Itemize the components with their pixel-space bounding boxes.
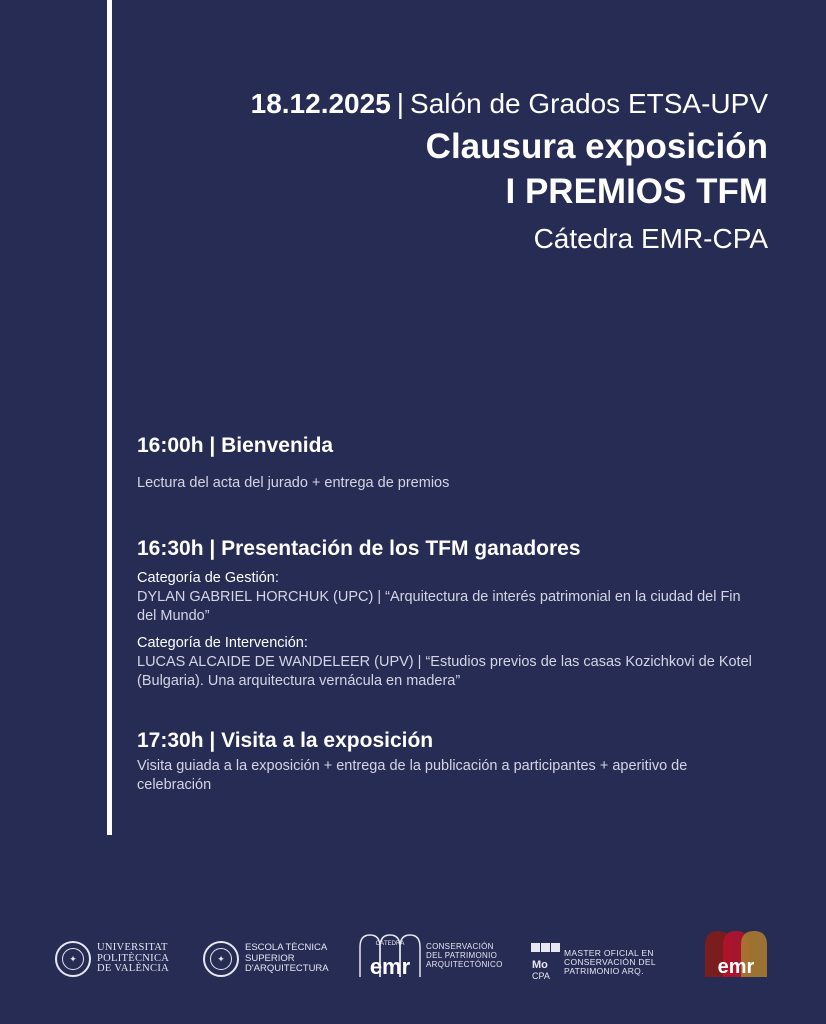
event-title-line2: I PREMIOS TFM [505, 172, 768, 211]
block-description: Lectura del acta del jurado + entrega de premios [137, 475, 450, 491]
master-mark-sub: CPA [532, 971, 550, 981]
block-time-title: 16:30h | Presentación de los TFM ganadores [137, 537, 581, 560]
emr-logo [703, 927, 769, 979]
logo-text: ARQUITECTÓNICO [426, 959, 503, 969]
emr-mark: emr [717, 956, 755, 978]
etsa-logo [203, 941, 329, 977]
master-cpa-logo [530, 941, 656, 983]
logo-text: CONSERVACIÓN [426, 941, 494, 951]
sponsor-logos [0, 925, 826, 995]
event-organizer: Cátedra EMR-CPA [533, 223, 768, 254]
logo-text: D'ARQUITECTURA [245, 963, 329, 975]
logo-text: DEL PATRIMONIO [426, 950, 498, 960]
category-winner: LUCAS ALCAIDE DE WANDELEER (UPV) | “Estudios previos de las casas Kozichkovi de Kotel (Bulgaria). Una arquitectura vernácula en madera” [137, 654, 752, 689]
master-mark: Mo [532, 959, 548, 971]
block-time-title: 17:30h | Visita a la exposición [137, 729, 434, 752]
program-block-welcome [137, 432, 757, 493]
logo-text: POLITÈCNICA [97, 952, 170, 964]
catedra-emr-logo [358, 931, 503, 979]
category-winner: DYLAN GABRIEL HORCHUK (UPC) | “Arquitectura de interés patrimonial en la ciudad del Fin del Mundo” [137, 589, 741, 624]
program-block-visit [137, 727, 757, 795]
master-cpa-icon [530, 941, 562, 983]
logo-text: CONSERVACIÓN DEL [564, 956, 656, 967]
logo-text: MASTER OFICIAL EN [564, 947, 654, 958]
upv-seal-icon: ✦ [55, 941, 91, 977]
program-schedule [137, 432, 757, 795]
catedra-small: CÁTEDRA [375, 941, 405, 947]
date-separator: | [396, 88, 405, 119]
etsa-seal-icon: ✦ [203, 941, 239, 977]
logo-text: DE VALÈNCIA [97, 963, 170, 975]
logo-text: UNIVERSITAT [97, 942, 168, 954]
logo-text: PATRIMONIO ARQ. [564, 965, 644, 976]
block-description: Visita guiada a la exposición + entrega de la publicación a participantes + aperitivo de celebración [137, 758, 688, 793]
block-time-title: 16:00h | Bienvenida [137, 434, 334, 457]
upv-logo [55, 941, 169, 977]
event-venue: Salón de Grados ETSA-UPV [410, 88, 768, 119]
vertical-accent-line [107, 0, 112, 835]
category-label: Categoría de Intervención: [137, 635, 308, 651]
catedra-arches-icon [358, 931, 422, 979]
logo-text: SUPERIOR [245, 952, 295, 964]
event-title-line1: Clausura exposición [425, 127, 768, 166]
program-block-presentations [137, 535, 757, 691]
event-date: 18.12.2025 [250, 88, 391, 119]
emr-arches-icon [703, 927, 769, 979]
category-label: Categoría de Gestión: [137, 570, 279, 586]
date-venue-line [251, 84, 768, 124]
catedra-mark: emr [369, 954, 411, 979]
event-header [251, 84, 768, 262]
logo-text: ESCOLA TÈCNICA [245, 942, 328, 954]
